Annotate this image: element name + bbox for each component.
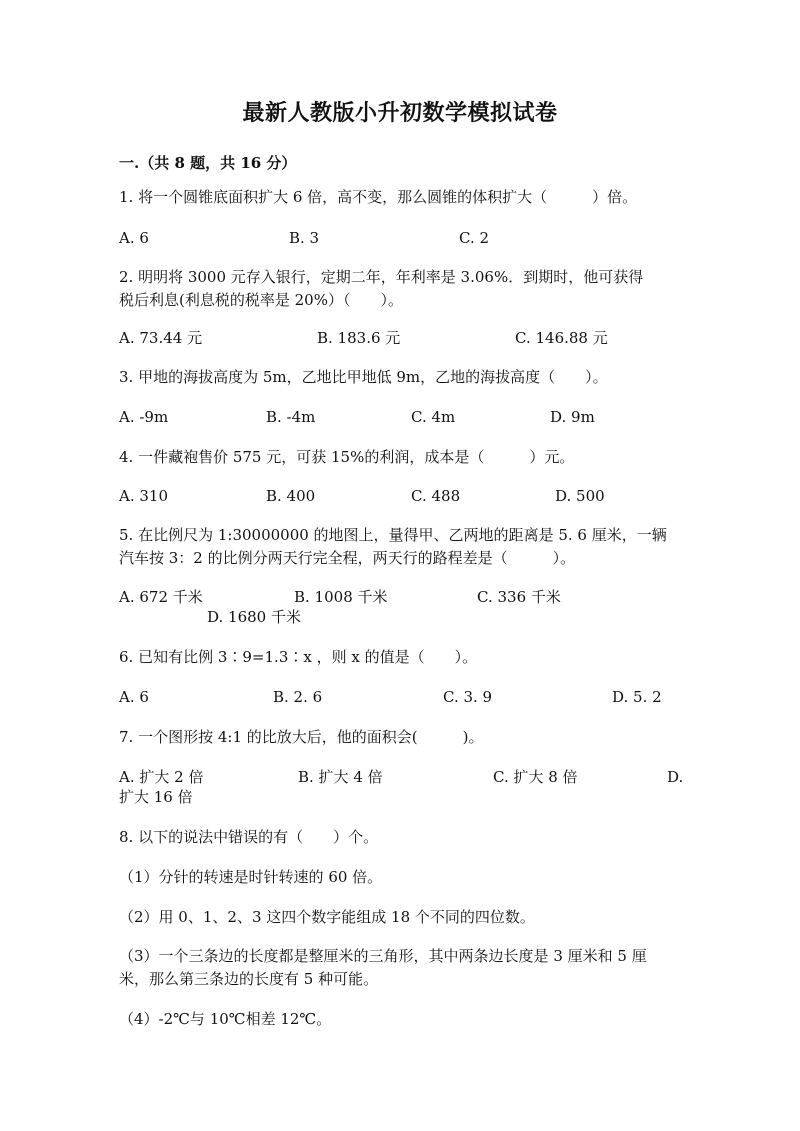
question-5-option-a[interactable]: A. 672 千米 bbox=[119, 588, 203, 606]
section-heading: 一.（共 8 题，共 16 分） bbox=[119, 154, 297, 172]
question-1-option-c[interactable]: C. 2 bbox=[459, 229, 490, 247]
question-4-option-b[interactable]: B. 400 bbox=[266, 487, 316, 505]
question-3-option-a[interactable]: A. -9m bbox=[119, 408, 169, 426]
question-4-text: 4. 一件藏袍售价 575 元，可获 15%的利润，成本是（ ）元。 bbox=[119, 448, 575, 466]
question-3-text: 3. 甲地的海拔高度为 5m，乙地比甲地低 9m，乙地的海拔高度（ ）。 bbox=[119, 368, 608, 386]
question-2-text-line-2: 税后利息(利息税的税率是 20%）（ ）。 bbox=[119, 291, 403, 309]
question-6-option-b[interactable]: B. 2. 6 bbox=[273, 688, 323, 706]
question-3-option-c[interactable]: C. 4m bbox=[411, 408, 456, 426]
exam-title: 最新人教版小升初数学模拟试卷 bbox=[242, 100, 558, 126]
question-6-text: 6. 已知有比例 3∶9=1.3∶x ，则 x 的值是（ ）。 bbox=[119, 648, 478, 666]
question-5-option-c[interactable]: C. 336 千米 bbox=[477, 588, 561, 606]
question-5-option-d[interactable]: D. 1680 千米 bbox=[207, 608, 301, 626]
question-2-option-c[interactable]: C. 146.88 元 bbox=[515, 329, 608, 347]
question-1-option-b[interactable]: B. 3 bbox=[289, 229, 320, 247]
question-8-statement-4: （4）-2℃与 10℃相差 12℃。 bbox=[119, 1010, 332, 1028]
question-3-option-b[interactable]: B. -4m bbox=[266, 408, 316, 426]
question-5-option-b[interactable]: B. 1008 千米 bbox=[294, 588, 388, 606]
question-2-option-a[interactable]: A. 73.44 元 bbox=[119, 329, 203, 347]
question-8-statement-3-line-1: （3）一个三条边的长度都是整厘米的三角形，其中两条边长度是 3 厘米和 5 厘 bbox=[119, 947, 647, 965]
question-7-option-d-label[interactable]: D. bbox=[667, 768, 684, 786]
question-7-option-b[interactable]: B. 扩大 4 倍 bbox=[298, 768, 383, 786]
question-1-option-a[interactable]: A. 6 bbox=[119, 229, 149, 247]
question-4-option-a[interactable]: A. 310 bbox=[119, 487, 168, 505]
question-4-option-d[interactable]: D. 500 bbox=[555, 487, 605, 505]
question-1-text: 1. 将一个圆锥底面积扩大 6 倍，高不变，那么圆锥的体积扩大（ ）倍。 bbox=[119, 188, 638, 206]
question-6-option-c[interactable]: C. 3. 9 bbox=[443, 688, 493, 706]
question-8-statement-2: （2）用 0、1、2、3 这四个数字能组成 18 个不同的四位数。 bbox=[119, 908, 535, 926]
question-8-statement-1: （1）分针的转速是时针转速的 60 倍。 bbox=[119, 868, 383, 886]
question-6-option-a[interactable]: A. 6 bbox=[119, 688, 149, 706]
question-8-text: 8. 以下的说法中错误的有（ ）个。 bbox=[119, 828, 379, 846]
question-7-option-d-text[interactable]: 扩大 16 倍 bbox=[119, 788, 193, 806]
question-5-text-line-1: 5. 在比例尺为 1:30000000 的地图上，量得甲、乙两地的距离是 5. 6 厘米，一辆 bbox=[119, 526, 667, 544]
question-5-text-line-2: 汽车按 3：2 的比例分两天行完全程，两天行的路程差是（ ）。 bbox=[119, 549, 576, 567]
question-7-text: 7. 一个图形按 4:1 的比放大后，他的面积会( )。 bbox=[119, 728, 484, 746]
question-6-option-d[interactable]: D. 5. 2 bbox=[612, 688, 662, 706]
question-2-option-b[interactable]: B. 183.6 元 bbox=[317, 329, 401, 347]
question-3-option-d[interactable]: D. 9m bbox=[550, 408, 595, 426]
question-8-statement-3-line-2: 米，那么第三条边的长度有 5 种可能。 bbox=[119, 970, 379, 988]
question-2-text-line-1: 2. 明明将 3000 元存入银行，定期二年，年利率是 3.06%．到期时，他可获得 bbox=[119, 268, 644, 286]
question-4-option-c[interactable]: C. 488 bbox=[411, 487, 461, 505]
question-7-option-c[interactable]: C. 扩大 8 倍 bbox=[493, 768, 578, 786]
question-7-option-a[interactable]: A. 扩大 2 倍 bbox=[119, 768, 204, 786]
